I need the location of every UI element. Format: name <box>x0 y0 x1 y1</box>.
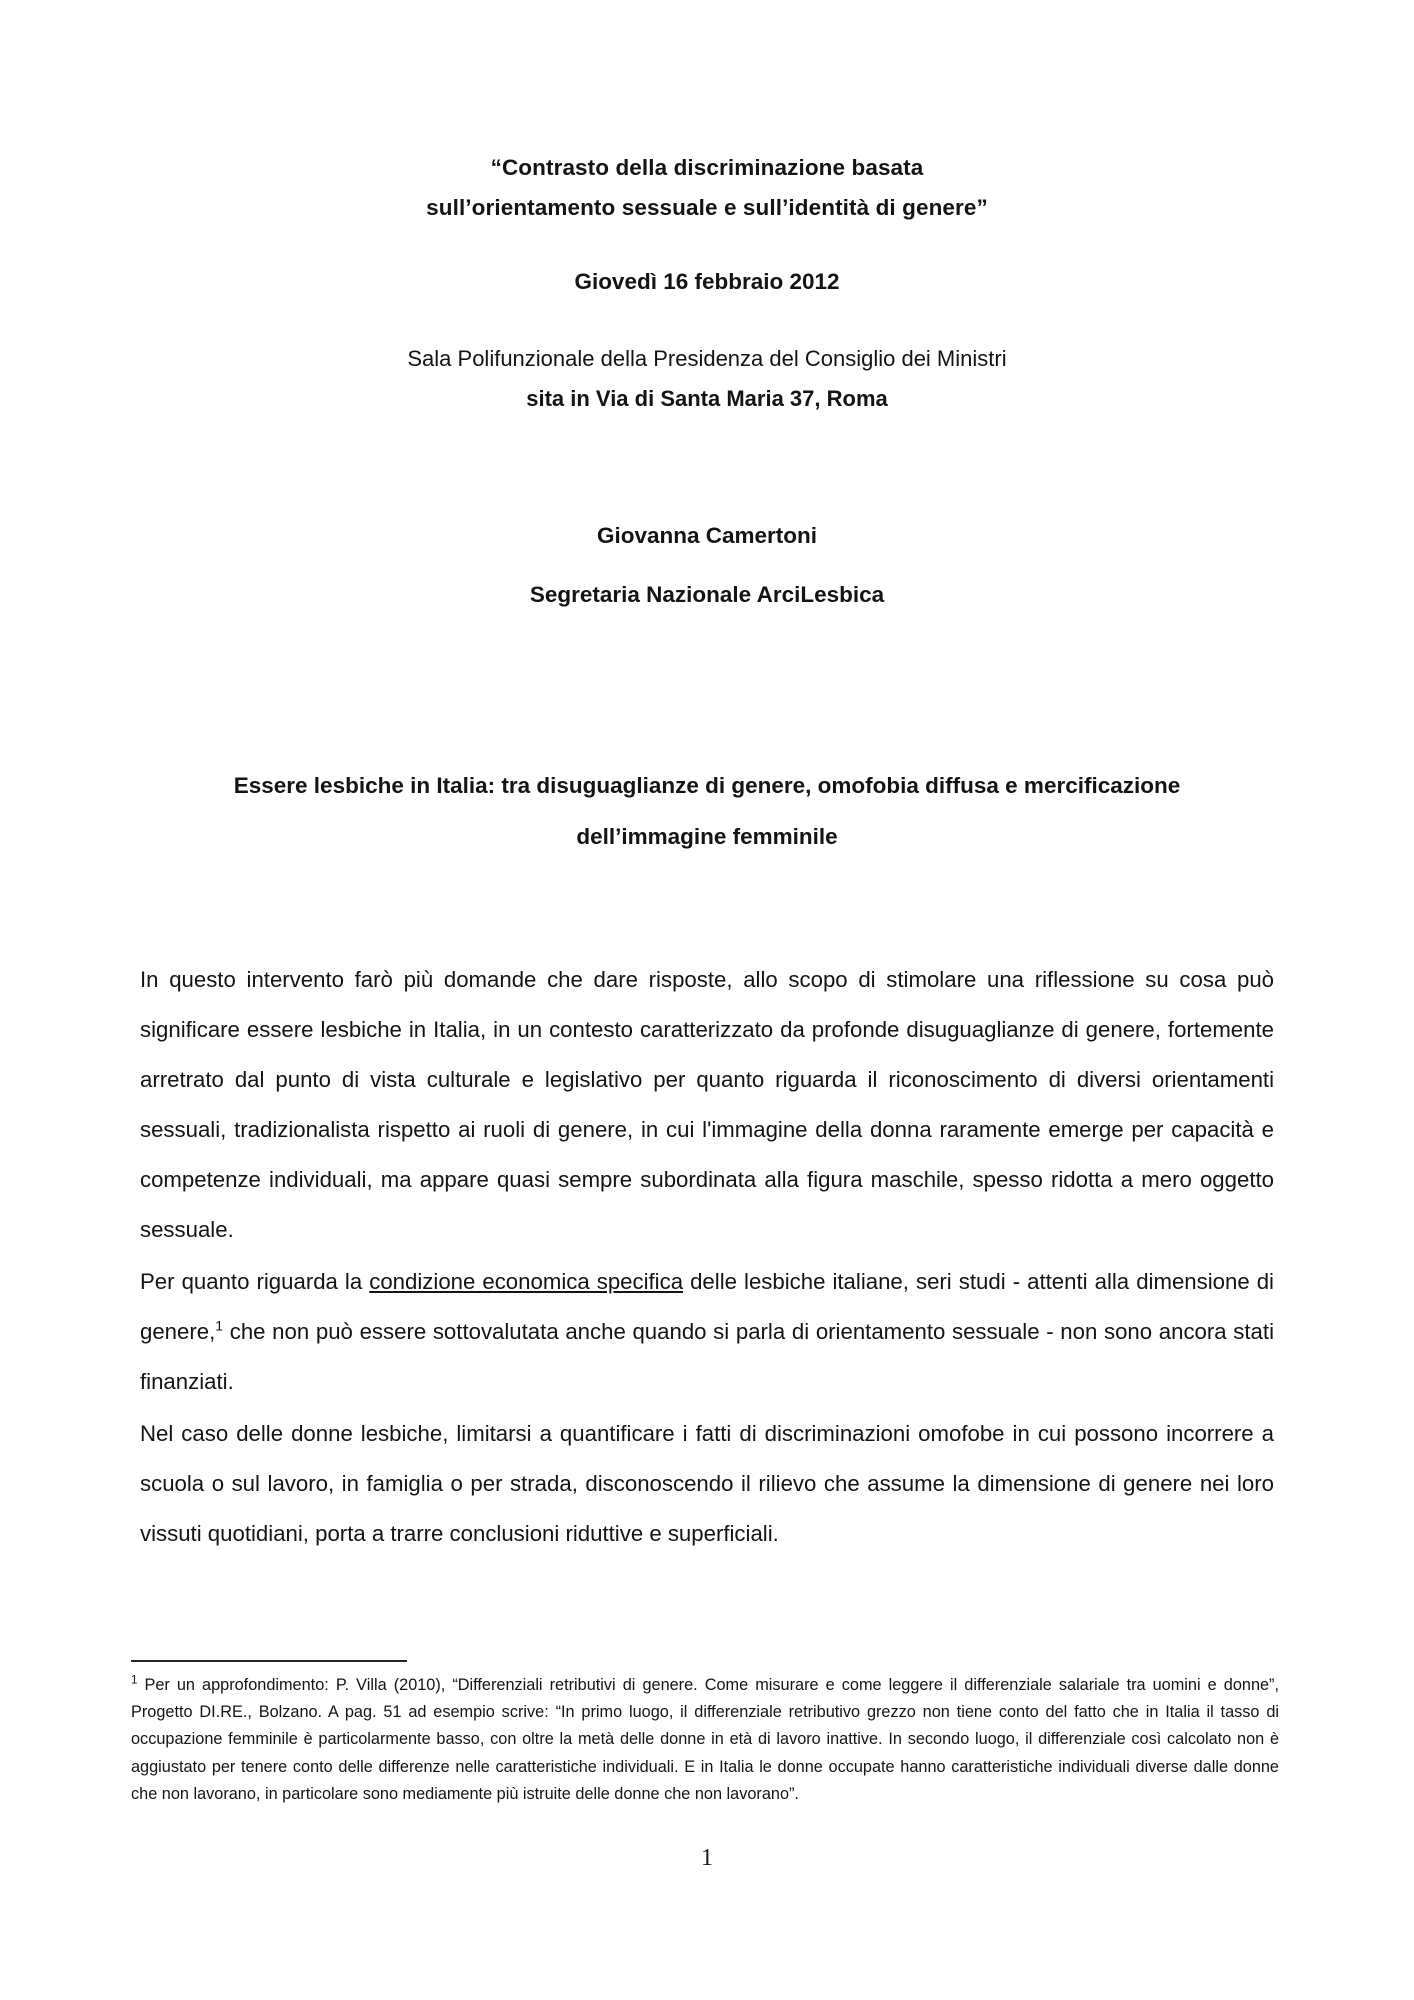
section-heading-line-2: dell’immagine femminile <box>576 824 838 849</box>
paragraph-2-text-tail: che non può essere sottovalutata anche quando si parla di orientamento sessuale - non sono ancora stati finanziati. <box>140 1319 1274 1394</box>
footnote-body-text: Per un approfondimento: P. Villa (2010), “Differenziali retributivi di genere. Come misurare e come leggere il differenziale salariale tra uomini e donne”, Progetto DI.RE., Bolzano. A pag. 51 ad esempio scrive: “In primo luogo, il differenziale retributivo grezzo non tiene conto del fatto che in Italia il tasso di occupazione femminile è particolarmente basso, con oltre la metà delle donne in età di lavoro inattive. In secondo luogo, il differenziale così calcolato non è aggiustato per tenere conto delle differenze nelle caratteristiche individuali. E in Italia le donne occupate hanno caratteristiche individuali diverse dalle donne che non lavorano, in particolare sono mediamente più istruite delle donne che non lavorano”. <box>131 1676 1279 1803</box>
author-block <box>0 516 1414 615</box>
footnote-marker: 1 <box>131 1674 138 1687</box>
author-role: Segretaria Nazionale ArciLesbica <box>529 582 885 607</box>
page-number: 1 <box>701 1845 713 1871</box>
footnote-area <box>131 1660 1279 1808</box>
document-title-line-2: sull’orientamento sessuale e sull’identità di genere” <box>426 195 988 220</box>
section-heading <box>140 760 1274 862</box>
body-paragraph-2 <box>140 1257 1274 1407</box>
paragraph-2-text-after-link: delle lesbiche italiane, seri studi - attenti alla dimensione di genere, <box>140 1269 1274 1344</box>
venue-line-1: Sala Polifunzionale della Presidenza del Consiglio dei Ministri <box>407 346 1007 371</box>
body-paragraph-1: In questo intervento farò più domande che dare risposte, allo scopo di stimolare una riflessione su cosa può significare essere lesbiche in Italia, in un contesto caratterizzato da profonde disuguaglianze di genere, fortemente arretrato dal punto di vista culturale e legislativo per quanto riguarda il riconoscimento di diversi orientamenti sessuali, tradizionalista rispetto ai ruoli di genere, in cui l'immagine della donna raramente emerge per capacità e competenze individuali, ma appare quasi sempre subordinata alla figura maschile, spesso ridotta a mero oggetto sessuale. <box>140 967 1274 1242</box>
footnote-reference-1[interactable]: 1 <box>215 1317 224 1334</box>
paragraph-2-underlined-phrase: condizione economica specifica <box>369 1269 684 1294</box>
event-date: Giovedì 16 febbraio 2012 <box>574 269 840 294</box>
body-paragraph-3: Nel caso delle donne lesbiche, limitarsi a quantificare i fatti di discriminazioni omofobe in cui possono incorrere a scuola o sul lavoro, in famiglia o per strada, disconoscendo il rilievo che assume la dimensione di genere nei loro vissuti quotidiani, porta a trarre conclusioni riduttive e superficiali. <box>140 1421 1274 1546</box>
footnote-1 <box>131 1672 1279 1808</box>
document-header <box>0 148 1414 419</box>
footnote-separator-rule <box>131 1660 407 1662</box>
author-name: Giovanna Camertoni <box>596 523 818 548</box>
section-heading-line-1: Essere lesbiche in Italia: tra disuguaglianze di genere, omofobia diffusa e mercificazione <box>233 773 1181 798</box>
paragraph-2-text-before-link: Per quanto riguarda la <box>140 1269 370 1294</box>
venue-line-2: sita in Via di Santa Maria 37, Roma <box>526 386 888 411</box>
event-venue <box>0 339 1414 419</box>
document-body <box>140 955 1274 1561</box>
document-title-line-1: “Contrasto della discriminazione basata <box>490 155 924 180</box>
